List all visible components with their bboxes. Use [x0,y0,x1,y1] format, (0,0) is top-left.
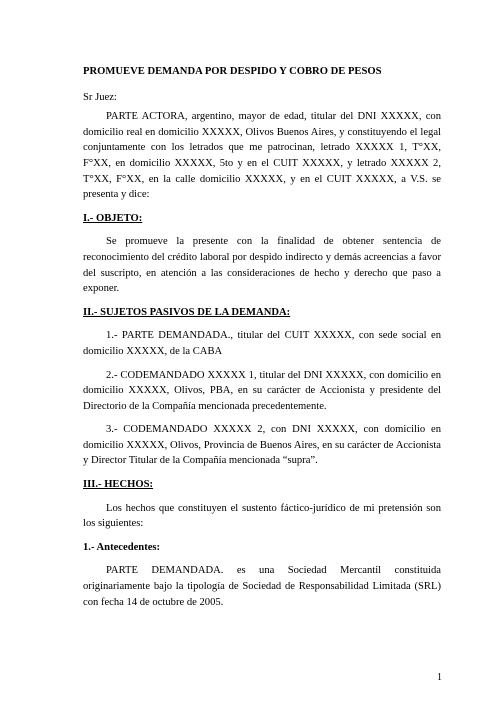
sujeto-item: 3.- CODEMANDADO XXXXX 2, con DNI XXXXX, con domicilio en domicilio XXXXX, Olivos, Provincia de Buenos Aires, en su carácter de Accionista y Director Titular de la Compañía mencionada “supra”. [83,424,441,467]
intro-paragraph: PARTE ACTORA, argentino, mayor de edad, titular del DNI XXXXX, con domicilio real en domicilio XXXXX, Olivos Buenos Aires, y constituyendo el legal conjuntamente con los letrados que me patrocinan, letrado XXXXX 1, T°XX, F°XX, en domicilio XXXXX, 5to y en el CUIT XXXXX, y letrado XXXXX 2, T°XX, F°XX, en la calle domicilio XXXXX, y en el CUIT XXXXX, a V.S. se presenta y dice: [83,111,441,201]
objeto-paragraph: Se promueve la presente con la finalidad de obtener sentencia de reconocimiento del crédito laboral por despido indirecto y demás acreencias a favor del suscripto, en atención a las consideraciones de hecho y derecho que paso a exponer. [83,236,441,295]
subsection-heading-antecedentes: 1.- Antecedentes: [83,541,161,553]
antecedentes-paragraph: PARTE DEMANDADA. es una Sociedad Mercantil constituida originariamente bajo la tipología de Sociedad de Responsabilidad Limitada (SRL) con fecha 14 de octubre de 2005. [83,565,441,608]
sujeto-item: 2.- CODEMANDADO XXXXX 1, titular del DNI XXXXX, con domicilio en domicilio XXXXX, Olivos, PBA, en su carácter de Accionista y presidente del Directorio de la Compañía mencionada precedentemente. [83,369,441,412]
sujeto-item: 1.- PARTE DEMANDADA., titular del CUIT XXXXX, con sede social en domicilio XXXXX, de la CABA [83,330,441,357]
salutation: Sr Juez: [83,91,117,103]
page-number: 1 [437,672,442,683]
hechos-paragraph: Los hechos que constituyen el sustento fáctico-jurídico de mi pretensión son los siguientes: [83,502,441,530]
section-heading-objeto: I.- OBJETO: [83,212,143,224]
document-title: PROMUEVE DEMANDA POR DESPIDO Y COBRO DE PESOS [83,66,382,77]
section-heading-hechos: III.- HECHOS: [83,479,154,491]
section-heading-sujetos: II.- SUJETOS PASIVOS DE LA DEMANDA: [83,306,291,318]
document-body [83,64,441,618]
